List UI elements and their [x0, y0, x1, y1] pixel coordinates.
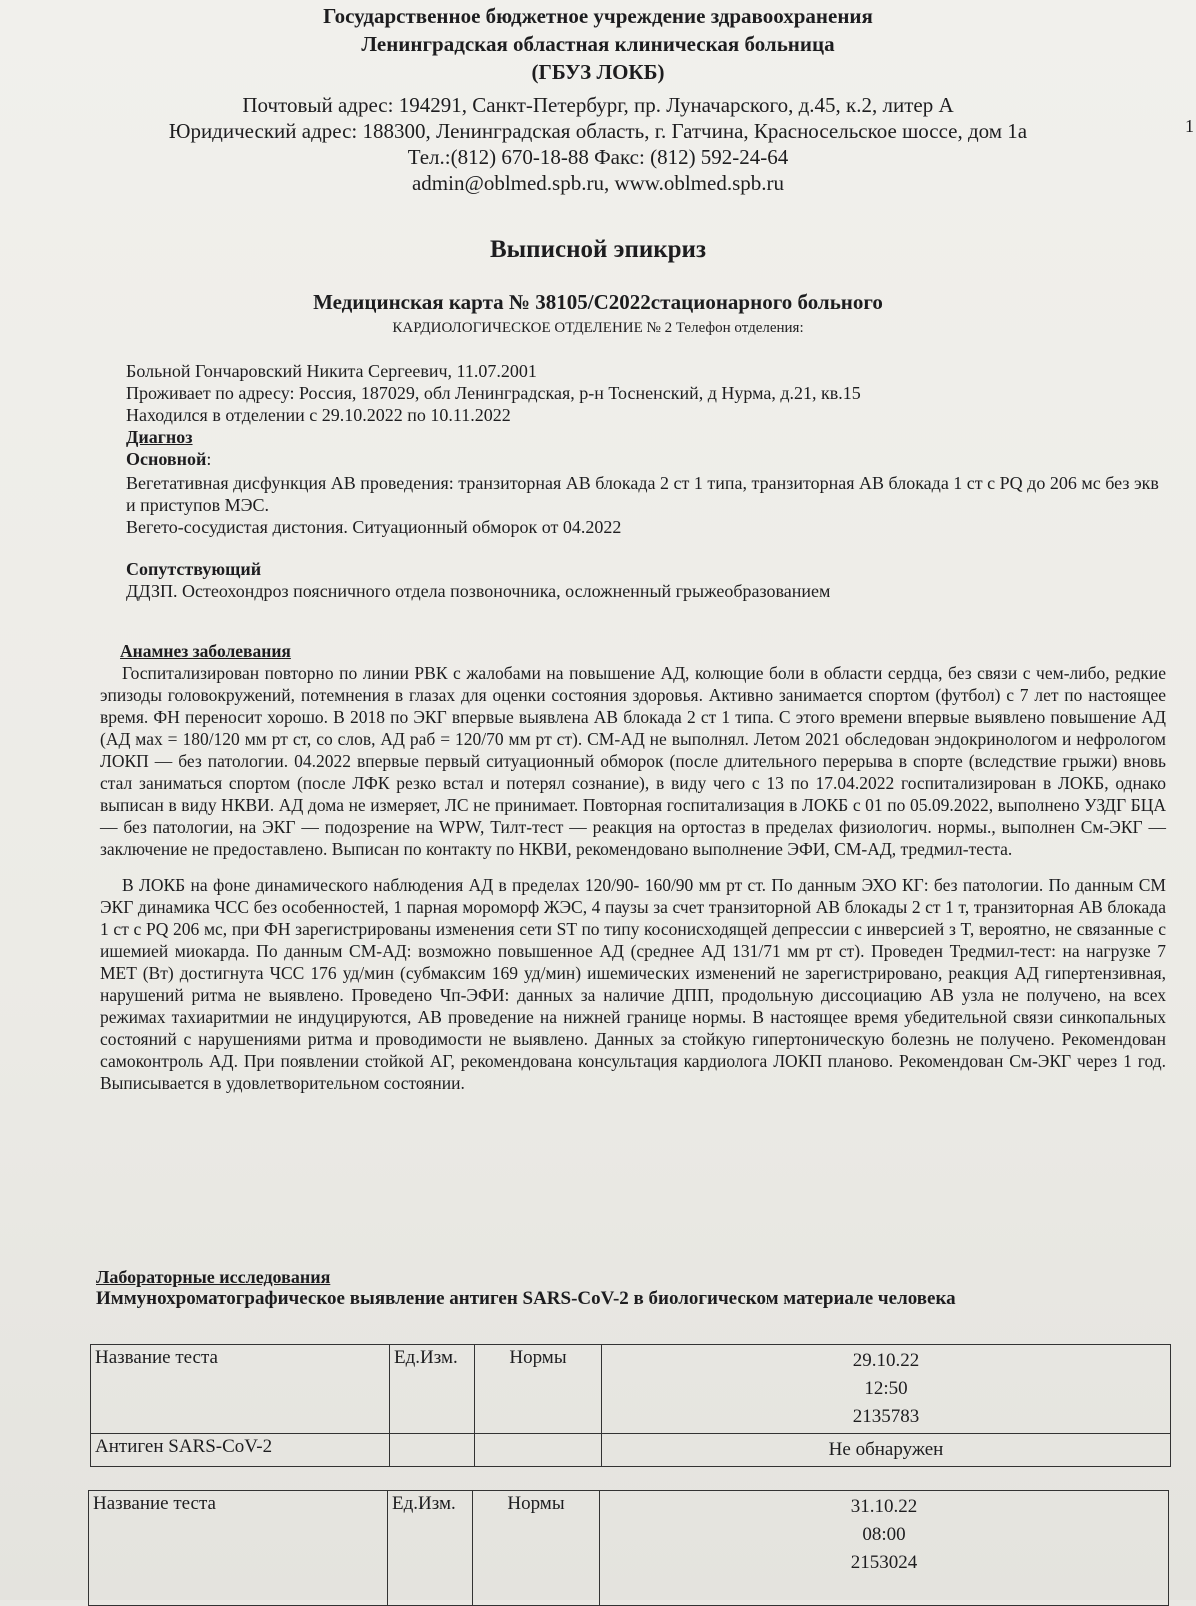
labs-section	[96, 1266, 1166, 1310]
table-row	[89, 1491, 1169, 1606]
main-diagnosis-label-row	[126, 448, 1166, 470]
labs-heading: Лабораторные исследования	[96, 1267, 331, 1287]
institution-line-1: Государственное бюджетное учреждение здравоохранения	[323, 4, 873, 28]
unit-cell	[390, 1434, 475, 1467]
department-line: КАРДИОЛОГИЧЕСКОЕ ОТДЕЛЕНИЕ № 2 Телефон отделения:	[392, 320, 804, 336]
anamnesis-paragraph-1: Госпитализирован повторно по линии РВК с жалобами на повышение АД, колющие боли в области сердца, без связи с чем-либо, редкие эпизоды головокружений, потемнения в глазах для оценки состояния здоровья. Активно занимается спортом (футбол) с 7 лет по настоящее время. ФН переносит хорошо. В 2018 по ЭКГ впервые выявлена АВ блокада 2 ст 1 типа. С этого времени впервые выявлено повышение АД (АД мах = 180/120 мм рт ст, со слов, АД раб = 120/70 мм рт ст). СМ-АД не выполнял. Летом 2021 обследован эндокринологом и нефрологом ЛОКП — без патологии. 04.2022 впервые первый ситуационный обморок (после длительного перерыва в спорте (вследствие грыжи) вновь стал заниматься спортом (после ЛФК резко встал и потерял сознание), в виду чего с 13 по 17.04.2022 госпитализирован в ЛОКБ, однако выписан в виду НКВИ. АД дома не измеряет, ЛС не принимает. Повторная госпитализация в ЛОКБ с 01 по 05.09.2022, выполнено УЗДГ БЦА — без патологии, на ЭКГ — подозрение на WPW, Тилт-тест — реакция на ортостаз в пределах физиологич. нормы., выполнен См-ЭКГ — заключение не предоставлено. Выписан по контакту по НКВИ, рекомендовано выполнение ЭФИ, СМ-АД, тредмил-теста.	[100, 663, 1166, 859]
legal-address: Юридический адрес: 188300, Ленинградская область, г. Гатчина, Красносельское шоссе, дом 1а	[168, 119, 1028, 143]
table-row	[91, 1434, 1171, 1467]
email-website: admin@oblmed.spb.ru, www.oblmed.spb.ru	[411, 171, 785, 195]
concomitant-text: ДДЗП. Остеохондроз поясничного отдела позвоночника, осложненный грыжеобразованием	[126, 581, 831, 601]
margin-mark: 1	[1185, 116, 1194, 136]
col-test-name: Название теста	[89, 1491, 388, 1606]
sample-time: 08:00	[862, 1524, 906, 1545]
col-norms: Нормы	[473, 1491, 600, 1606]
institution-line-3: (ГБУЗ ЛОКБ)	[531, 60, 665, 84]
main-diagnosis-text: Вегетативная дисфункция АВ проведения: транзиторная АВ блокада 2 ст 1 типа, транзиторная АВ блокада 1 ст с PQ до 206 мс без экв и приступов МЭС.	[126, 473, 1159, 515]
lab-table-2	[88, 1490, 1169, 1606]
phone-fax: Тел.:(812) 670-18-88 Факс: (812) 592-24-64	[407, 145, 789, 169]
institution-line-2: Ленинградская областная клиническая больница	[361, 32, 835, 56]
document-title: Выписной эпикриз	[489, 236, 707, 263]
col-unit: Ед.Изм.	[390, 1345, 475, 1434]
sample-date: 29.10.22	[852, 1350, 920, 1371]
norm-cell	[475, 1434, 602, 1467]
table-row	[91, 1345, 1171, 1434]
sample-id: 2153024	[850, 1552, 918, 1573]
patient-address: Проживает по адресу: Россия, 187029, обл Ленинградская, р-н Тосненский, д Нурма, д.21, кв.15	[126, 383, 861, 403]
test-name-cell: Антиген SARS-CoV-2	[91, 1434, 390, 1467]
patient-info	[126, 360, 1166, 602]
sample-date: 31.10.22	[850, 1496, 918, 1517]
anamnesis-paragraph-2: В ЛОКБ на фоне динамического наблюдения АД в пределах 120/90- 160/90 мм рт ст. По данным ЭХО КГ: без патологии. По данным СМ ЭКГ динамика ЧСС без особенностей, 1 парная мороморф ЖЭС, 4 паузы за счет транзиторной АВ блокады 2 ст 1 т, транзиторная АВ блокада 1 ст с PQ 206 мс, при ФН зарегистрированы изменения сети ST по типу косонисходящей депрессии с инверсией з T, вероятно, не связанные с ишемией миокарда. По данным СМ-АД: возможно повышенное АД (среднее АД 131/71 мм рт ст). Проведен Тредмил-тест: на нагрузке 7 MET (Вт) достигнута ЧСС 176 уд/мин (субмаксим 169 уд/мин) ишемических изменений не зарегистрировано, реакция АД гипертензивная, нарушений ритма не выявлено. Проведено Чп-ЭФИ: данных за наличие ДПП, продольную диссоциацию АВ узла не получено, на всех режимах тахиаритмии не индуцируются, АВ проведение на нижней границе нормы. В настоящее время убедительной связи синкопальных состояний с нарушениями ритма и проводимости не выявлено. Данных за стойкую гипертоническую болезнь не получено. Рекомендован самоконтроль АД. При появлении стойкой АГ, рекомендована консультация кардиолога ЛОКП планово. Рекомендован См-ЭКГ через 1 год. Выписывается в удовлетворительном состоянии.	[100, 875, 1166, 1093]
col-sample	[602, 1345, 1171, 1434]
lab-table-1	[90, 1344, 1171, 1467]
sample-time: 12:50	[864, 1378, 908, 1399]
main-diagnosis-text-2: Вегето-сосудистая дистония. Ситуационный обморок от 04.2022	[126, 517, 622, 537]
col-sample	[600, 1491, 1169, 1606]
institution-header	[0, 2, 1196, 86]
anamnesis-section	[100, 640, 1166, 1094]
result-cell: Не обнаружен	[602, 1434, 1171, 1467]
contact-block	[0, 92, 1196, 196]
diagnosis-heading: Диагноз	[126, 427, 193, 447]
col-norms: Нормы	[475, 1345, 602, 1434]
labs-subheading: Иммунохроматографическое выявление антиген SARS-CoV-2 в биологическом материале человека	[96, 1288, 956, 1309]
main-diagnosis-label: Основной	[126, 449, 207, 469]
concomitant-label: Сопутствующий	[126, 559, 262, 579]
col-unit: Ед.Изм.	[388, 1491, 473, 1606]
anamnesis-heading: Анамнез заболевания	[120, 641, 291, 661]
sample-id: 2135783	[852, 1406, 920, 1427]
col-test-name: Название теста	[91, 1345, 390, 1434]
patient-stay: Находился в отделении с 29.10.2022 по 10.11.2022	[126, 405, 511, 425]
main-diagnosis-colon: :	[206, 449, 212, 469]
postal-address: Почтовый адрес: 194291, Санкт-Петербург, пр. Луначарского, д.45, к.2, литер А	[242, 93, 954, 117]
patient-name: Больной Гончаровский Никита Сергеевич, 11.07.2001	[126, 361, 537, 381]
card-number: Медицинская карта № 38105/С2022стационарного больного	[313, 290, 883, 314]
